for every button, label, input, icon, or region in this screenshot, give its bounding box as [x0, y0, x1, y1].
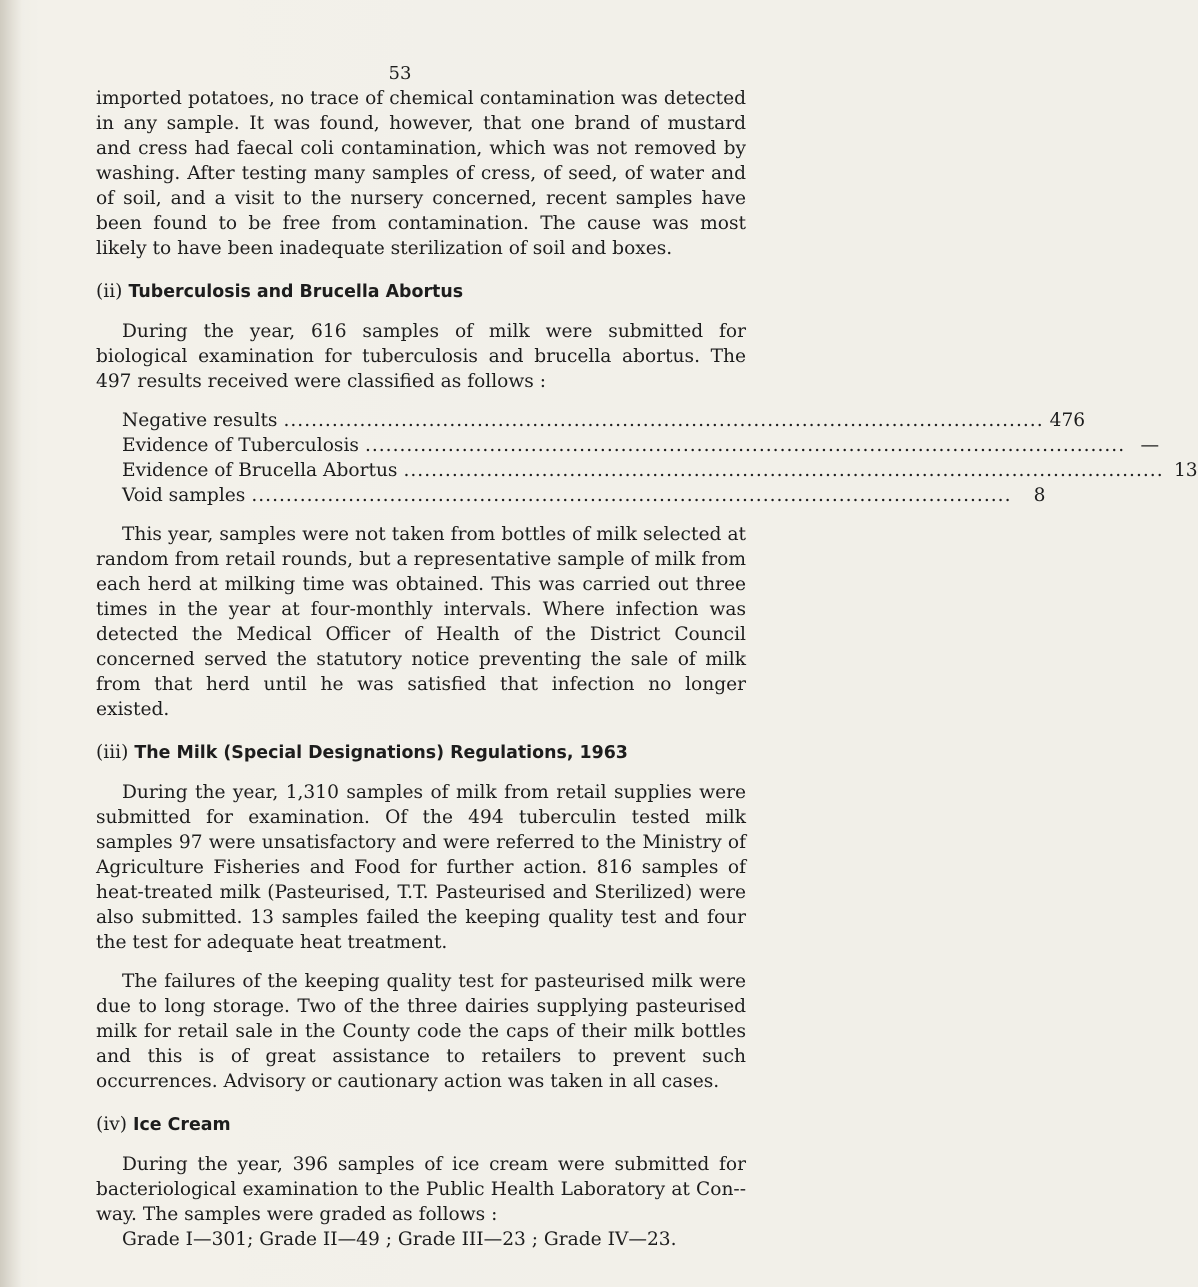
leader-dots: ..............................................................................................................: [283, 410, 1044, 431]
section-paragraph: The failures of the keeping quality test for pasteurised milk were due to long storage. Two of the three dairies supplying pasteurised milk for retail sale in the County code the caps of their milk bottles and this is of great assistance to retailers to prevent such occurrences. Advisory or cautionary action was taken in all cases.: [96, 971, 746, 1092]
section-title: Ice Cream: [133, 1115, 231, 1135]
result-label: Evidence of Tuberculosis: [122, 435, 359, 456]
section-heading: [96, 1112, 746, 1138]
leader-dots: ..............................................................................................................: [403, 460, 1164, 481]
leader-dots: ..............................................................................................................: [364, 435, 1126, 456]
section-milk-regulations: [96, 740, 746, 1094]
grades-line: Grade I—301; Grade II—49 ; Grade III—23 ; Grade IV—23.: [122, 1229, 677, 1250]
result-row-negative: [122, 408, 1086, 433]
result-row-tuberculosis: [122, 433, 1160, 458]
section-title: Tuberculosis and Brucella Abortus: [128, 282, 464, 302]
section-paragraph: During the year, 616 samples of milk were submitted for biological examination for tuberculosis and brucella abortus. The 497 results received were classified as follows :: [96, 321, 746, 392]
section-paragraph: During the year, 1,310 samples of milk from retail supplies were submitted for examination. Of the 494 tuberculin tested milk samples 97 were unsatisfactory and were referred to the Ministry of Agriculture Fisheries and Food for further action. 816 samples of heat-treated milk (Pasteurised, T.T. Pasteurised and Sterilized) were also submitted. 13 samples failed the keeping quality test and four the test for adequate heat treatment.: [96, 782, 746, 953]
result-label: Evidence of Brucella Abortus: [122, 460, 398, 481]
section-heading: [96, 279, 746, 305]
result-row-brucella: [122, 458, 1198, 483]
leader-dots: ..............................................................................................................: [251, 485, 1012, 506]
section-paragraph: During the year, 396 samples of ice cream were submitted for bacteriological examination to the Public Health Laboratory at Con-- way. The samples were graded as follows :: [96, 1154, 746, 1225]
result-label: Void samples: [122, 485, 246, 506]
section-tuberculosis: [96, 279, 1198, 722]
result-row-void: [122, 483, 1046, 508]
result-label: Negative results: [122, 410, 278, 431]
document-body: [96, 86, 1198, 1252]
result-value: 476: [1049, 410, 1086, 431]
section-ice-cream: [96, 1112, 746, 1252]
intro-paragraph: imported potatoes, no trace of chemical contamination was detected in any sample. It was found, however, that one brand of mustard and cress had faecal coli contamination, which was not removed by washing. After testing many samples of cress, of seed, of water and of soil, and a visit to the nursery concerned, recent samples have been found to be free from contamination. The cause was most likely to have been inadequate sterilization of soil and boxes.: [96, 88, 746, 259]
section-paragraph: This year, samples were not taken from bottles of milk selected at random from retail rounds, but a representative sample of milk from each herd at milking time was obtained. This was carried out three times in the year at four-monthly intervals. Where infection was detected the Medical Officer of Health of the District Council concerned served the statutory notice preventing the sale of milk from that herd until he was satisfied that infection no longer existed.: [96, 524, 746, 720]
page-binding-shadow: [0, 0, 22, 1287]
result-value: —: [1140, 435, 1160, 456]
page-number: 53: [388, 63, 412, 84]
section-number: (iv): [96, 1114, 127, 1135]
result-value: 13: [1173, 460, 1198, 481]
section-heading: [96, 740, 746, 766]
result-value: 8: [1033, 485, 1046, 506]
results-list: [122, 408, 1198, 508]
section-title: The Milk (Special Designations) Regulations, 1963: [134, 743, 628, 763]
section-number: (ii): [96, 281, 123, 302]
section-number: (iii): [96, 742, 129, 763]
